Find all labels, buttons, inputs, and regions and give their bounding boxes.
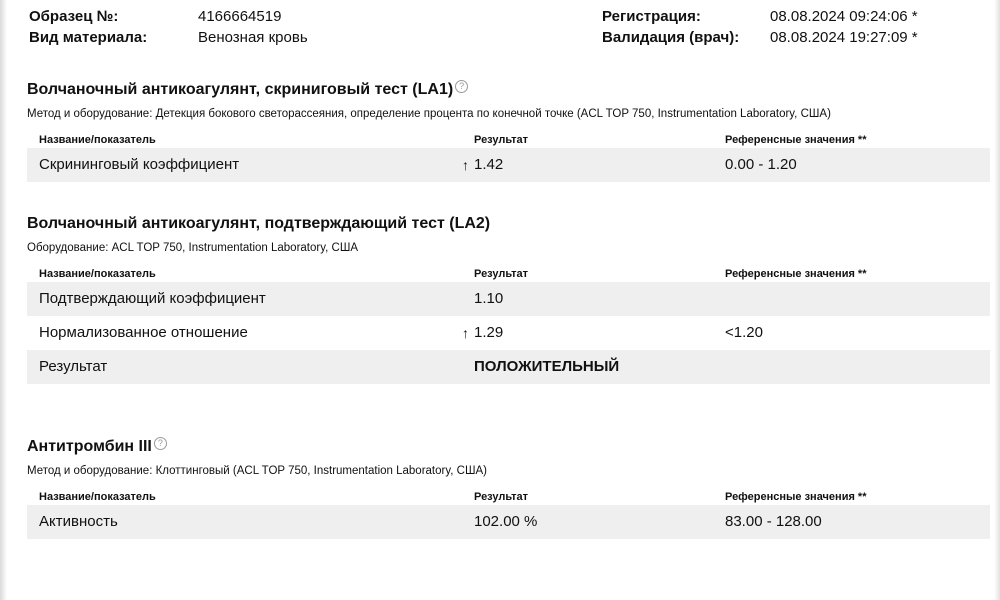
sample-number-value: 4166664519 xyxy=(198,8,282,25)
column-header-row xyxy=(27,490,990,505)
table-row xyxy=(27,316,990,350)
table-row xyxy=(27,148,990,182)
method-description: Метод и оборудование: Детекция бокового светорассеяния, определение процента по конечной точке (ACL TOP 750, Instrumentation Laboratory, США) xyxy=(27,108,831,120)
page-left-shadow xyxy=(0,0,7,600)
help-icon[interactable]: ? xyxy=(154,437,167,450)
material-type-value: Венозная кровь xyxy=(198,29,308,46)
section-title xyxy=(27,214,990,234)
section-title-text: Волчаночный антикоагулянт, скриниговый тест (LA1) xyxy=(27,81,454,98)
column-header-row xyxy=(27,267,990,282)
section-la1-screening xyxy=(27,80,990,182)
reference-value: 83.00 - 128.00 xyxy=(725,513,822,530)
parameter-name: Результат xyxy=(39,358,108,375)
column-header-result: Результат xyxy=(474,134,529,146)
result-value: ПОЛОЖИТЕЛЬНЫЙ xyxy=(474,358,620,375)
method-description: Метод и оборудование: Клоттинговый (ACL TOP 750, Instrumentation Laboratory, США) xyxy=(27,465,487,477)
column-header-result: Результат xyxy=(474,268,529,280)
column-header-name: Название/показатель xyxy=(39,134,156,146)
column-header-row xyxy=(27,133,990,148)
reference-value: <1.20 xyxy=(725,324,763,341)
parameter-name: Нормализованное отношение xyxy=(39,324,248,341)
validation-label: Валидация (врач): xyxy=(602,29,740,46)
parameter-name: Подтверждающий коэффициент xyxy=(39,290,266,307)
registration-value: 08.08.2024 09:24:06 * xyxy=(770,8,918,25)
table-row xyxy=(27,282,990,316)
column-header-result: Результат xyxy=(474,491,529,503)
page-right-shadow xyxy=(994,0,1000,600)
validation-value: 08.08.2024 19:27:09 * xyxy=(770,29,918,46)
column-header-name: Название/показатель xyxy=(39,268,156,280)
section-antithrombin-iii xyxy=(27,437,990,539)
section-title-text: Антитромбин III xyxy=(27,438,152,455)
parameter-name: Активность xyxy=(39,513,118,530)
registration-label: Регистрация: xyxy=(602,8,701,25)
method-description: Оборудование: ACL TOP 750, Instrumentation Laboratory, США xyxy=(27,242,359,254)
arrow-up-icon: ↑ xyxy=(462,325,469,341)
help-icon[interactable]: ? xyxy=(455,80,468,93)
column-header-reference: Референсные значения ** xyxy=(725,268,867,280)
section-title-text: Волчаночный антикоагулянт, подтверждающий тест (LA2) xyxy=(27,215,491,232)
column-header-reference: Референсные значения ** xyxy=(725,491,867,503)
column-header-name: Название/показатель xyxy=(39,491,156,503)
result-value: 102.00 % xyxy=(474,513,538,530)
reference-value: 0.00 - 1.20 xyxy=(725,156,797,173)
section-title xyxy=(27,80,990,100)
sample-number-label: Образец №: xyxy=(29,8,119,25)
result-value: 1.29 xyxy=(474,324,504,341)
section-la2-confirmation xyxy=(27,214,990,384)
material-type-label: Вид материала: xyxy=(29,29,148,46)
result-value: 1.10 xyxy=(474,290,504,307)
result-value: 1.42 xyxy=(474,156,504,173)
parameter-name: Скрининговый коэффициент xyxy=(39,156,240,173)
arrow-up-icon: ↑ xyxy=(462,157,469,173)
section-title xyxy=(27,437,990,457)
table-row xyxy=(27,350,990,384)
column-header-reference: Референсные значения ** xyxy=(725,134,867,146)
table-row xyxy=(27,505,990,539)
